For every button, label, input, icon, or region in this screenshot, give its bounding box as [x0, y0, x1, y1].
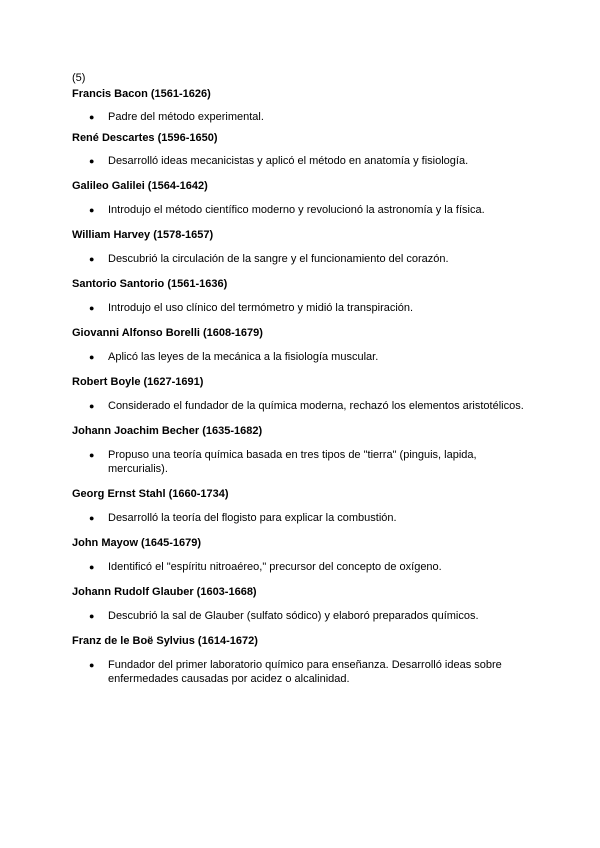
entry-description	[72, 658, 532, 686]
entry-description	[72, 252, 532, 266]
entry-harvey	[72, 227, 532, 266]
entry-list	[72, 399, 532, 413]
entry-text: Introdujo el uso clínico del termómetro y midió la transpiración.	[108, 302, 414, 314]
entry-title: Francis Bacon (1561-1626)	[72, 88, 211, 100]
bullet-icon: ●	[89, 205, 95, 215]
entry-description	[72, 350, 532, 364]
entry-text: Identificó el "espíritu nitroaéreo," precursor del concepto de oxígeno.	[108, 561, 442, 573]
entry-description	[72, 301, 532, 315]
bullet-icon: ●	[89, 112, 95, 122]
entry-text: Fundador del primer laboratorio químico para enseñanza. Desarrolló ideas sobre enfermedades causadas por acidez o alcalinidad.	[108, 659, 502, 685]
bullet-icon: ●	[89, 156, 95, 166]
entry-text: Considerado el fundador de la química moderna, rechazó los elementos aristotélicos.	[108, 400, 524, 412]
bullet-icon: ●	[89, 562, 95, 572]
entry-bacon	[72, 86, 532, 124]
entry-title: Franz de le Boë Sylvius (1614-1672)	[72, 635, 258, 647]
entry-list	[72, 203, 532, 217]
entry-list	[72, 609, 532, 623]
bullet-icon: ●	[89, 513, 95, 523]
entry-becher	[72, 423, 532, 476]
entry-title: Galileo Galilei (1564-1642)	[72, 180, 208, 192]
bullet-icon: ●	[89, 254, 95, 264]
entry-title: René Descartes (1596-1650)	[72, 132, 218, 144]
bullet-icon: ●	[89, 450, 95, 460]
entry-list	[72, 350, 532, 364]
entry-title: Johann Joachim Becher (1635-1682)	[72, 425, 263, 437]
entry-description	[72, 609, 532, 623]
entry-description	[72, 511, 532, 525]
entry-text: Desarrolló ideas mecanicistas y aplicó el método en anatomía y fisiología.	[108, 155, 469, 167]
entry-list	[72, 154, 532, 168]
entry-title: Robert Boyle (1627-1691)	[72, 376, 204, 388]
entry-description	[72, 399, 532, 413]
entry-title: William Harvey (1578-1657)	[72, 229, 214, 241]
entry-descartes	[72, 130, 532, 168]
entry-title: Santorio Santorio (1561-1636)	[72, 278, 228, 290]
entry-text: Aplicó las leyes de la mecánica a la fisiología muscular.	[108, 351, 379, 363]
entry-list	[72, 252, 532, 266]
page-number: (5)	[72, 72, 86, 84]
entry-list	[72, 448, 532, 476]
entry-text: Introdujo el método científico moderno y revolucionó la astronomía y la física.	[108, 204, 485, 216]
entry-list	[72, 658, 532, 686]
entry-sylvius	[72, 633, 532, 686]
entry-boyle	[72, 374, 532, 413]
entry-borelli	[72, 325, 532, 364]
document-page	[72, 70, 532, 686]
entry-title: John Mayow (1645-1679)	[72, 537, 201, 549]
entry-description	[72, 154, 532, 168]
bullet-icon: ●	[89, 401, 95, 411]
entry-text: Propuso una teoría química basada en tres tipos de "tierra" (pinguis, lapida, mercurialis).	[108, 449, 477, 475]
entry-mayow	[72, 535, 532, 574]
bullet-icon: ●	[89, 303, 95, 313]
entry-description	[72, 448, 532, 476]
entry-text: Desarrolló la teoría del flogisto para explicar la combustión.	[108, 512, 397, 524]
entry-description	[72, 203, 532, 217]
bullet-icon: ●	[89, 352, 95, 362]
entry-galilei	[72, 178, 532, 217]
entry-santorio	[72, 276, 532, 315]
entry-title: Johann Rudolf Glauber (1603-1668)	[72, 586, 257, 598]
entry-title: Georg Ernst Stahl (1660-1734)	[72, 488, 229, 500]
entry-list	[72, 301, 532, 315]
entry-list	[72, 110, 532, 124]
entry-description	[72, 110, 532, 124]
bullet-icon: ●	[89, 611, 95, 621]
entry-text: Descubrió la sal de Glauber (sulfato sódico) y elaboró preparados químicos.	[108, 610, 479, 622]
entry-title: Giovanni Alfonso Borelli (1608-1679)	[72, 327, 263, 339]
entry-text: Descubrió la circulación de la sangre y el funcionamiento del corazón.	[108, 253, 449, 265]
entry-description	[72, 560, 532, 574]
entry-text: Padre del método experimental.	[108, 111, 264, 123]
entry-stahl	[72, 486, 532, 525]
entry-glauber	[72, 584, 532, 623]
entry-list	[72, 560, 532, 574]
bullet-icon: ●	[89, 660, 95, 670]
entry-list	[72, 511, 532, 525]
